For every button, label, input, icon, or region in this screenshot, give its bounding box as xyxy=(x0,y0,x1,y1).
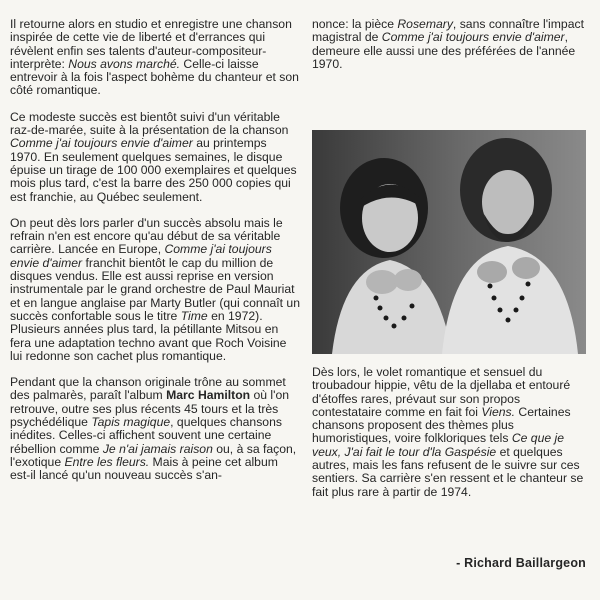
couple-photo-image xyxy=(312,130,586,354)
right-column-top xyxy=(312,18,587,71)
author-signature: - Richard Baillargeon xyxy=(456,556,586,570)
couple-photo xyxy=(312,130,586,354)
paragraph-5: nonce: la pièce Rosemary, sans connaître l'impact magistral de Comme j'ai toujours envie d'aimer, demeure elle aussi une des préférées de l'année 1970. xyxy=(312,17,584,71)
paragraph-2: Ce modeste succès est bientôt suivi d'un véritable raz-de-marée, suite à la présentation de la chanson Comme j'ai toujours envie d'aimer au printemps 1970. En seulement quelques semaines, le disque épuise un tirage de 100 000 exemplaires et quelques mois plus tard, c'est la barre des 250 000 copies qui est franchie, au Québec seulement. xyxy=(10,109,297,204)
paragraph-4: Pendant que la chanson originale trône au sommet des palmarès, paraît l'album Marc Hamilton où l'on retrouve, outre ses plus récents 45 tours et la très psychédélique Tapis magique, quelques chansons inédites. Celles-ci affichent souvent une certaine rébellion comme Je n'ai jamais raison ou, à sa façon, l'exotique Entre les fleurs. Mais à peine cet album est-il lancé qu'un nouveau succès s'an- xyxy=(10,375,297,483)
right-column-bottom xyxy=(312,366,587,499)
paragraph-3: On peut dès lors parler d'un succès absolu mais le refrain n'en est encore qu'au début de sa véritable carrière. Lancée en Europe, Comme j'ai toujours envie d'aimer franchit bientôt le cap du million de disques vendus. Elle est aussi reprise en version instrumentale par le grand orchestre de Paul Mauriat et en langue anglaise par Marty Butler (qui connaît un succès confortable sous le titre Time en 1972). Plusieurs années plus tard, la pétillante Mitsou en fera une adaptation techno avant que Roch Voisine lui redonne son cachet plus romantique. xyxy=(10,215,300,363)
paragraph-6: Dès lors, le volet romantique et sensuel du troubadour hippie, vêtu de la djellaba et entouré d'étoffes rares, prévaut sur son propos contestataire comme en fait foi Viens. Certaines chansons proposent des thèmes plus humoristiques, voire folkloriques tels Ce que je veux, J'ai fait le tour d'la Gaspésie et quelques autres, mais les fans refusent de le suivre sur ces sentiers. Sa carrière s'en ressent et le chanteur se fait plus rare à partir de 1974. xyxy=(312,365,584,499)
paragraph-1: Il retourne alors en studio et enregistre une chanson inspirée de cette vie de liberté et d'errances qui révèlent enfin ses talents d'auteur-compositeur-interprète: Nous avons marché. Celle-ci laisse entrevoir à la fois l'aspect bohème du chanteur et son côté romantique. xyxy=(10,17,299,98)
left-column xyxy=(10,18,300,496)
